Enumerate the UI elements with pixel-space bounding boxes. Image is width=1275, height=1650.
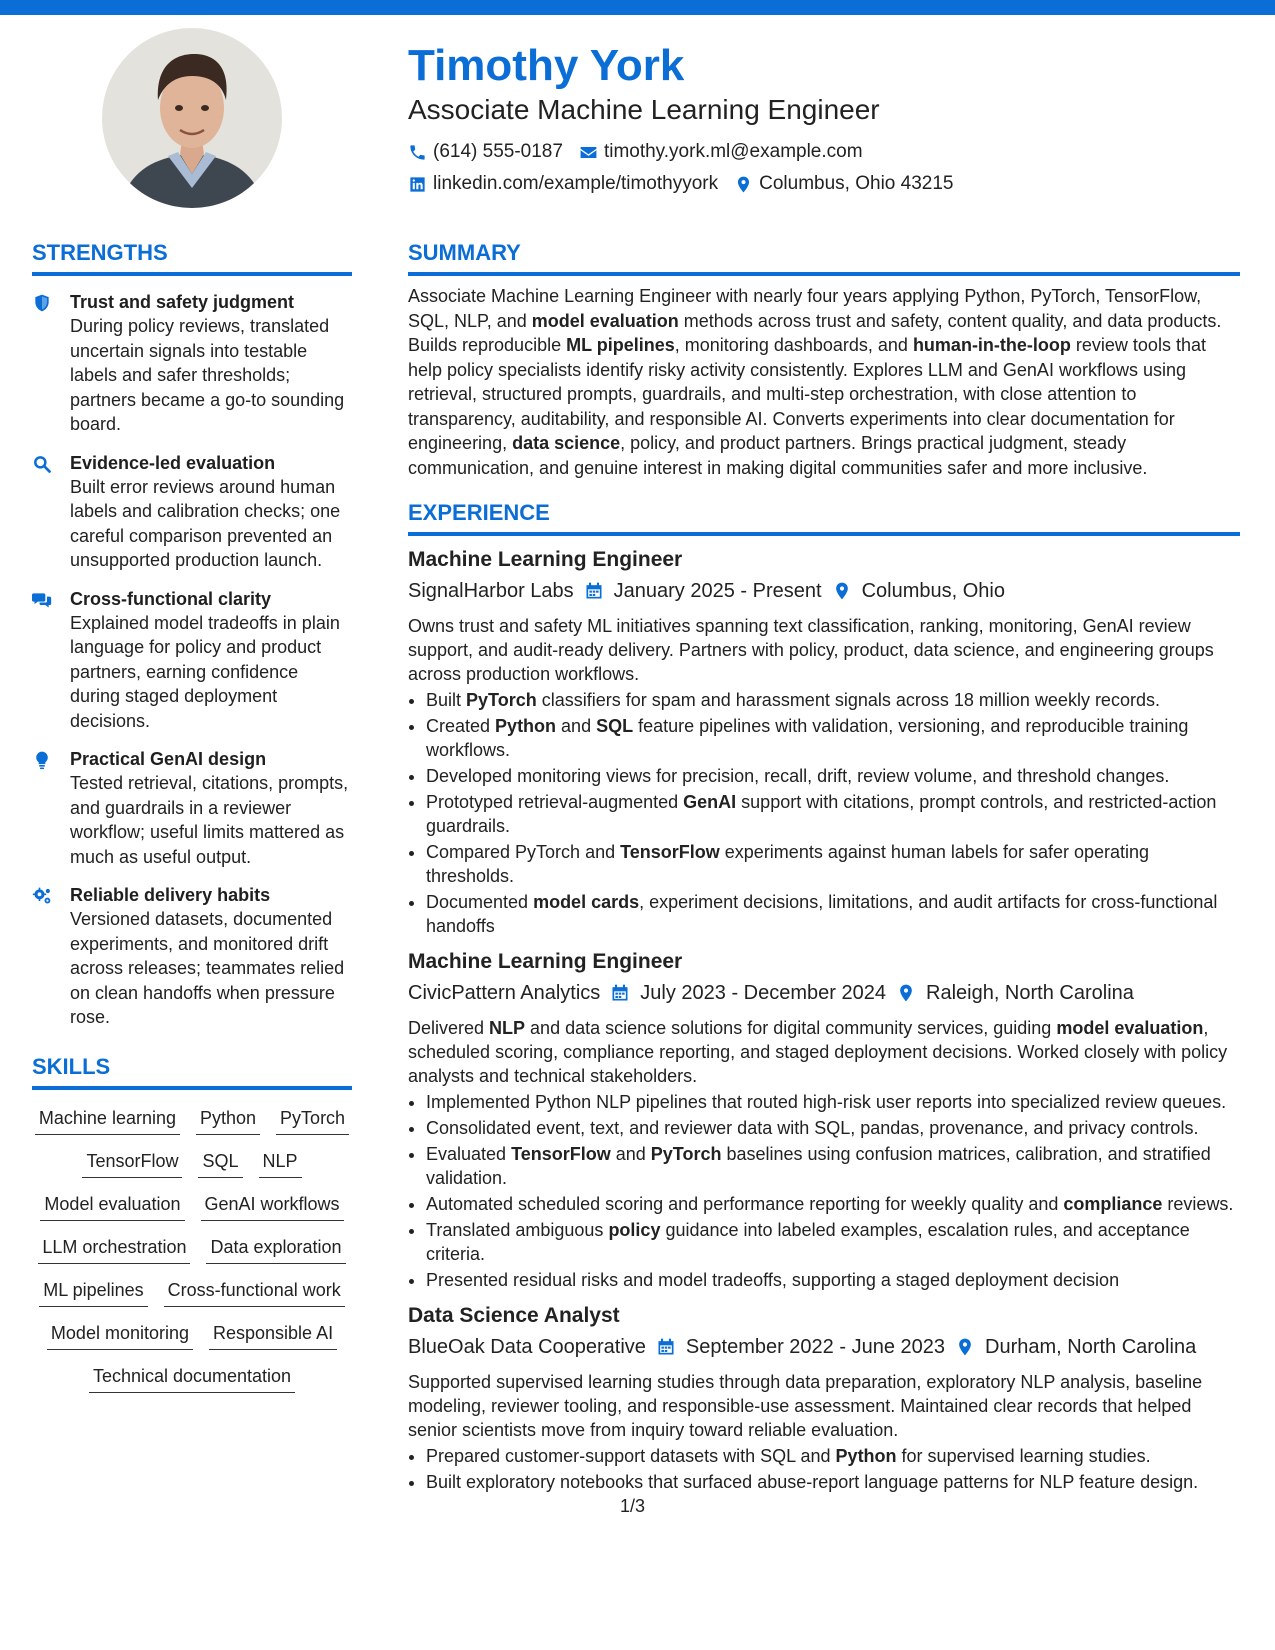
bold-keyword: NLP — [489, 1018, 526, 1038]
linkedin-url[interactable]: linkedin.com/example/timothyyork — [433, 173, 719, 194]
bold-keyword: policy — [608, 1220, 661, 1240]
text-segment: for supervised learning studies. — [896, 1446, 1151, 1466]
phone-icon — [408, 143, 427, 162]
comments-icon — [32, 590, 52, 610]
contact-info — [408, 136, 1228, 200]
text-segment: Built exploratory notebooks that surfaced abuse-report language patterns for NLP feature design. — [426, 1472, 1199, 1492]
text-segment: Associate Machine Learning Engineer with nearly four years applying Python, PyTorch, TensorFlow, SQL, NLP, and — [408, 286, 1202, 331]
job-bullet — [426, 688, 1240, 712]
strength-item — [32, 587, 352, 734]
skill-tag: Machine learning — [35, 1106, 180, 1135]
bold-keyword: Python — [835, 1446, 897, 1466]
strength-item — [32, 290, 352, 437]
map-pin-icon — [832, 581, 852, 601]
job-dates: July 2023 - December 2024 — [640, 982, 886, 1004]
bold-keyword: GenAI — [683, 792, 737, 812]
linkedin-contact[interactable] — [408, 168, 718, 200]
job-entry — [408, 1302, 1240, 1494]
strength-icon-wrap — [32, 587, 70, 734]
strength-title: Trust and safety judgment — [70, 292, 295, 312]
candidate-name: Timothy York — [408, 41, 685, 90]
calendar-icon — [656, 1337, 676, 1357]
bold-keyword: PyTorch — [466, 690, 537, 710]
phone-number: (614) 555-0187 — [433, 141, 563, 162]
text-segment: reviews. — [1162, 1194, 1234, 1214]
job-description — [408, 614, 1240, 686]
strength-icon-wrap — [32, 451, 70, 573]
job-description — [408, 1370, 1240, 1442]
text-segment: methods across trust and safety, content quality, and data products. Builds reproducible — [408, 310, 1222, 355]
text-segment: Translated ambiguous — [426, 1220, 609, 1240]
candidate-title: Associate Machine Learning Engineer — [408, 94, 880, 125]
bold-keyword: human-in-the-loop — [912, 335, 1071, 355]
strength-description: Explained model tradeoffs in plain language for policy and product partners, earning confidence during staged deployment decisions. — [70, 612, 340, 731]
text-segment: Delivered — [408, 1018, 490, 1038]
strength-title: Cross-functional clarity — [70, 588, 272, 609]
lightbulb-icon — [32, 750, 52, 770]
skill-tag: GenAI workflows — [201, 1192, 344, 1221]
text-segment: and — [556, 716, 597, 736]
location-contact — [734, 168, 953, 200]
skill-tag: NLP — [259, 1149, 302, 1178]
search-icon — [32, 454, 52, 474]
job-title: Data Science Analyst — [408, 1304, 620, 1327]
job-bullet — [426, 714, 1240, 762]
job-bullet — [426, 890, 1240, 938]
skill-tag: TensorFlow — [82, 1149, 182, 1178]
job-dates: January 2025 - Present — [613, 580, 822, 602]
bold-keyword: data science — [512, 433, 621, 453]
text-segment: Owns trust and safety ML initiatives spanning text classification, ranking, monitoring, GenAI review support, and audit-ready delivery. Partners with policy, product, data science, and engineering groups across production workflows. — [408, 616, 1214, 684]
job-location: Durham, North Carolina — [985, 1336, 1197, 1358]
gears-icon — [32, 886, 52, 906]
job-dates: September 2022 - June 2023 — [685, 1336, 945, 1358]
map-pin-icon — [734, 175, 753, 194]
job-bullet — [426, 1268, 1240, 1292]
job-bullet — [426, 1444, 1240, 1468]
job-meta — [408, 1332, 1240, 1362]
text-segment: feature pipelines with validation, versioning, and reproducible training workflows. — [426, 716, 1189, 760]
skill-tag: Technical documentation — [89, 1364, 295, 1393]
job-bullet — [426, 1142, 1240, 1190]
text-segment: Supported supervised learning studies through data preparation, exploratory NLP analysis, baseline modeling, reviewer tooling, and responsible-use assessment. Maintained clear records that helped senior scientists move from inquiry toward reliable evaluation. — [408, 1372, 1203, 1440]
top-accent-bar — [0, 0, 1275, 15]
skill-tag: Model monitoring — [47, 1321, 193, 1350]
shield-icon — [32, 293, 52, 313]
job-bullet — [426, 1090, 1240, 1114]
sidebar — [32, 238, 352, 1393]
text-segment: , scheduled scoring, compliance reporting, and staged deployment decisions. Worked closely with policy analysts and technical stakeholders. — [408, 1018, 1228, 1086]
job-bullet — [426, 840, 1240, 888]
bold-keyword: TensorFlow — [620, 842, 720, 862]
resume-header — [408, 40, 1228, 200]
job-bullet — [426, 1192, 1240, 1216]
summary-text — [408, 284, 1240, 480]
text-segment: review tools that help policy specialists identify risky activity consistently. Explores LLM and GenAI workflows using retrieval, structured prompts, guardrails, and multi-step orchestration, with close attention to transparency, auditability, and responsible AI. Converts experiments into clear documentation for engineering, — [408, 335, 1206, 453]
location-text: Columbus, Ohio 43215 — [759, 173, 954, 194]
strength-description: During policy reviews, translated uncertain signals into testable labels and safer thresholds; partners became a go-to sounding board. — [70, 316, 345, 434]
jobs-list — [408, 546, 1240, 1494]
strength-item — [32, 451, 352, 573]
job-bullets — [408, 688, 1240, 938]
text-segment: Compared PyTorch and — [426, 842, 621, 862]
job-company: CivicPattern Analytics — [408, 982, 601, 1004]
strength-item — [32, 747, 352, 869]
text-segment: Evaluated — [426, 1144, 512, 1164]
page-number: 1/3 — [620, 1496, 646, 1516]
strength-icon-wrap — [32, 883, 70, 1030]
calendar-icon — [610, 983, 630, 1003]
text-segment: , monitoring dashboards, and — [674, 335, 913, 355]
strength-description: Tested retrieval, citations, prompts, and guardrails in a reviewer workflow; useful limits mattered as much as useful output. — [70, 773, 349, 867]
job-description — [408, 1016, 1240, 1088]
job-entry — [408, 948, 1240, 1292]
skill-tag: SQL — [198, 1149, 242, 1178]
strength-description: Versioned datasets, documented experiments, and monitored drift across releases; teammates relied on clean handoffs when pressure rose. — [70, 909, 345, 1027]
job-bullets — [408, 1444, 1240, 1494]
text-segment: Consolidated event, text, and reviewer data with SQL, pandas, provenance, and privacy controls. — [426, 1118, 1199, 1138]
bold-keyword: ML pipelines — [566, 335, 675, 355]
calendar-icon — [584, 581, 604, 601]
text-segment: support with citations, prompt controls, and restricted-action guardrails. — [426, 792, 1217, 836]
bold-keyword: Python — [495, 716, 557, 736]
job-location: Columbus, Ohio — [861, 580, 1005, 602]
text-segment: experiments against human labels for safer operating thresholds. — [426, 842, 1150, 886]
text-segment: Prototyped retrieval-augmented — [426, 792, 684, 812]
text-segment: , policy, and product partners. Brings practical judgment, steady communication, and genuine interest in making digital communities safer and more inclusive. — [408, 433, 1148, 478]
skill-tag: Model evaluation — [40, 1192, 184, 1221]
bold-keyword: PyTorch — [650, 1144, 722, 1164]
text-segment: Developed monitoring views for precision, recall, drift, review volume, and threshold changes. — [426, 766, 1170, 786]
map-pin-icon — [955, 1337, 975, 1357]
job-bullet — [426, 764, 1240, 788]
job-meta — [408, 576, 1240, 606]
text-segment: and data science solutions for digital community services, guiding — [525, 1018, 1057, 1038]
skill-tag: LLM orchestration — [38, 1235, 190, 1264]
job-bullet — [426, 790, 1240, 838]
map-pin-icon — [896, 983, 916, 1003]
job-company: BlueOak Data Cooperative — [408, 1336, 646, 1358]
strength-title: Reliable delivery habits — [70, 885, 271, 905]
skill-tag: Cross-functional work — [164, 1278, 345, 1307]
strength-title: Evidence-led evaluation — [70, 452, 276, 473]
profile-photo — [102, 28, 282, 208]
text-segment: , experiment decisions, limitations, and audit artifacts for cross-functional handoffs — [426, 892, 1218, 936]
experience-heading: EXPERIENCE — [408, 498, 1240, 536]
job-location: Raleigh, North Carolina — [926, 982, 1134, 1004]
job-bullet — [426, 1116, 1240, 1140]
strength-icon-wrap — [32, 290, 70, 437]
job-company: SignalHarbor Labs — [408, 580, 574, 602]
email-address[interactable]: timothy.york.ml@example.com — [603, 141, 863, 162]
skill-tag: PyTorch — [276, 1106, 349, 1135]
skill-tag: Python — [196, 1106, 260, 1135]
job-bullets — [408, 1090, 1240, 1292]
strengths-heading: STRENGTHS — [32, 238, 352, 276]
bold-keyword: model evaluation — [1056, 1018, 1204, 1038]
skills-list — [32, 1106, 352, 1393]
strength-icon-wrap — [32, 747, 70, 869]
strength-item — [32, 883, 352, 1030]
bold-keyword: TensorFlow — [511, 1144, 611, 1164]
text-segment: Implemented Python NLP pipelines that routed high-risk user reports into specialized review queues. — [426, 1092, 1227, 1112]
phone-contact — [408, 136, 563, 168]
strengths-list — [32, 290, 352, 1030]
job-bullet — [426, 1218, 1240, 1266]
strength-title: Practical GenAI design — [70, 749, 267, 769]
email-contact[interactable] — [579, 136, 863, 168]
job-meta — [408, 978, 1240, 1008]
skill-tag: ML pipelines — [39, 1278, 147, 1307]
job-entry — [408, 546, 1240, 938]
text-segment: Built — [426, 690, 467, 710]
envelope-icon — [579, 143, 598, 162]
main-content — [408, 238, 1240, 1494]
skill-tag: Data exploration — [206, 1235, 345, 1264]
linkedin-icon — [408, 175, 427, 194]
bold-keyword: SQL — [596, 716, 634, 736]
bold-keyword: compliance — [1063, 1194, 1163, 1214]
text-segment: Created — [426, 716, 496, 736]
strength-description: Built error reviews around human labels and calibration checks; one careful comparison prevented an unsupported production launch. — [70, 476, 341, 570]
bold-keyword: model cards — [533, 892, 640, 912]
text-segment: Automated scheduled scoring and performance reporting for weekly quality and — [426, 1194, 1064, 1214]
text-segment: Documented — [426, 892, 534, 912]
text-segment: classifiers for spam and harassment signals across 18 million weekly records. — [536, 690, 1160, 710]
job-title: Machine Learning Engineer — [408, 548, 683, 571]
job-bullet — [426, 1470, 1240, 1494]
job-title: Machine Learning Engineer — [408, 950, 683, 973]
text-segment: guidance into labeled examples, escalation rules, and acceptance criteria. — [426, 1220, 1190, 1264]
text-segment: baselines using confusion matrices, calibration, and stratified validation. — [426, 1144, 1211, 1188]
text-segment: and — [610, 1144, 651, 1164]
text-segment: Prepared customer-support datasets with SQL and — [426, 1446, 836, 1466]
summary-heading: SUMMARY — [408, 238, 1240, 276]
text-segment: Presented residual risks and model tradeoffs, supporting a staged deployment decision — [426, 1270, 1120, 1290]
skill-tag: Responsible AI — [209, 1321, 337, 1350]
bold-keyword: model evaluation — [531, 310, 679, 331]
skills-heading: SKILLS — [32, 1052, 352, 1090]
